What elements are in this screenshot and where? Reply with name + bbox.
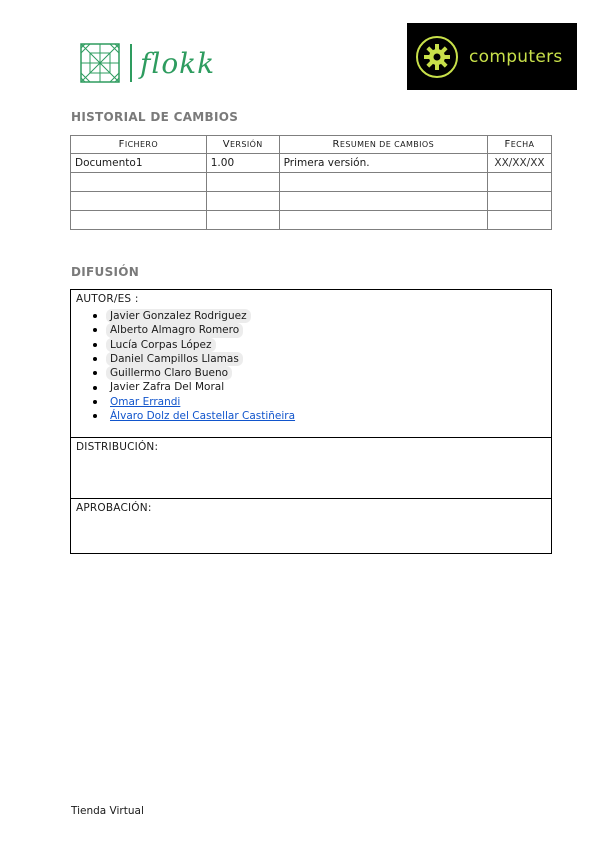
flokk-pattern-icon <box>80 43 120 83</box>
footer-text: Tienda Virtual <box>71 805 144 817</box>
bullet-icon <box>93 314 97 318</box>
bullet-icon <box>93 400 97 404</box>
bullet-icon <box>93 357 97 361</box>
header-fichero: FICHERO <box>71 136 207 154</box>
author-link[interactable]: Omar Errandi <box>110 395 181 408</box>
table-row <box>71 192 552 211</box>
cell-resumen: Primera versión. <box>279 154 487 173</box>
difusion-title: DIFUSIÓN <box>71 265 140 279</box>
author-mention[interactable]: Javier Gonzalez Rodriguez <box>106 309 251 323</box>
cell-resumen <box>279 192 487 211</box>
list-item <box>93 338 551 352</box>
distribution-section <box>71 438 551 499</box>
distribution-label: DISTRIBUCIÓN: <box>76 441 159 453</box>
author-mention[interactable]: Daniel Campillos Llamas <box>106 352 243 366</box>
header-fecha: FECHA <box>488 136 552 154</box>
cell-version <box>206 173 279 192</box>
authors-section <box>71 290 551 438</box>
table-row <box>71 173 552 192</box>
bullet-icon <box>93 386 97 390</box>
history-header-row <box>71 136 552 154</box>
cell-fecha <box>488 211 552 230</box>
list-item <box>93 380 551 394</box>
cell-version <box>206 192 279 211</box>
author-mention[interactable]: Guillermo Claro Bueno <box>106 366 232 380</box>
author-name: Javier Zafra Del Moral <box>110 381 225 394</box>
cell-version: 1.00 <box>206 154 279 173</box>
history-title: HISTORIAL DE CAMBIOS <box>71 110 239 124</box>
list-item <box>93 366 551 380</box>
cell-fichero <box>71 211 207 230</box>
cell-resumen <box>279 173 487 192</box>
history-table <box>70 135 552 230</box>
computers-logo <box>407 23 577 90</box>
table-row <box>71 154 552 173</box>
header-version: VERSIÓN <box>206 136 279 154</box>
bullet-icon <box>93 414 97 418</box>
bullet-icon <box>93 371 97 375</box>
authors-list <box>71 309 551 423</box>
list-item <box>93 323 551 337</box>
authors-label: AUTOR/ES : <box>76 293 139 305</box>
cell-fichero: Documento1 <box>71 154 207 173</box>
cell-version <box>206 211 279 230</box>
flokk-logo <box>80 42 215 84</box>
author-link[interactable]: Álvaro Dolz del Castellar Castiñeira <box>110 410 296 423</box>
bullet-icon <box>93 328 97 332</box>
computers-wordmark: computers <box>469 46 563 67</box>
cell-fecha <box>488 173 552 192</box>
list-item <box>93 309 551 323</box>
cell-fecha <box>488 192 552 211</box>
approval-label: APROBACIÓN: <box>76 502 152 514</box>
table-row <box>71 211 552 230</box>
bullet-icon <box>93 343 97 347</box>
cell-fecha: XX/XX/XX <box>488 154 552 173</box>
gear-icon <box>415 35 459 79</box>
author-mention[interactable]: Alberto Almagro Romero <box>106 323 243 337</box>
approval-section <box>71 499 551 553</box>
header-resumen: RESUMEN DE CAMBIOS <box>279 136 487 154</box>
flokk-wordmark: flokk <box>140 46 216 80</box>
cell-resumen <box>279 211 487 230</box>
list-item <box>93 352 551 366</box>
list-item <box>93 395 551 409</box>
difusion-box <box>70 289 552 554</box>
cell-fichero <box>71 173 207 192</box>
cell-fichero <box>71 192 207 211</box>
flokk-divider <box>130 44 132 82</box>
author-mention[interactable]: Lucía Corpas López <box>106 338 216 352</box>
list-item <box>93 409 551 423</box>
